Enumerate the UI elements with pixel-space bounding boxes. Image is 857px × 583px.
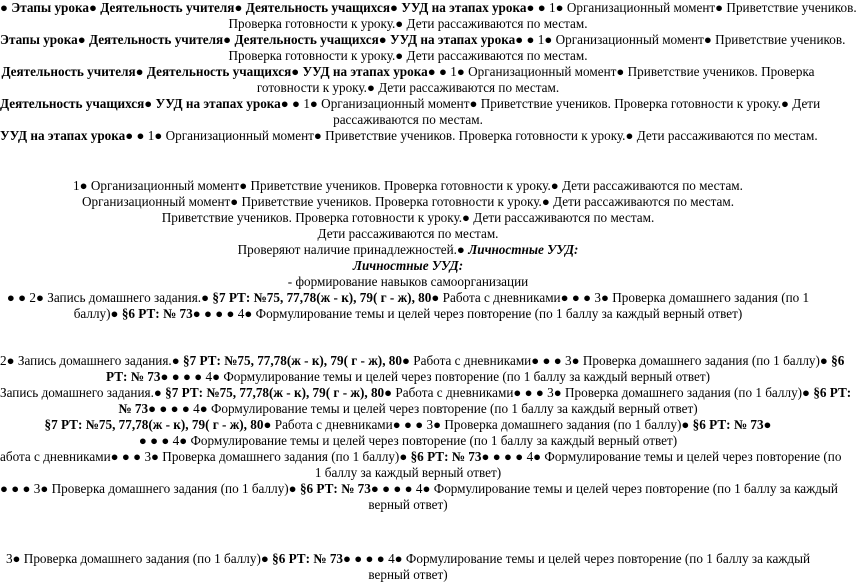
text-line: 2● Запись домашнего задания.● §7 РТ: №75, 77,78(ж - к), 79( г - ж), 80● Работа с дневниками● ● ● 3● Проверка домашнего задания (по 1 баллу)● §6 — [0, 353, 845, 368]
text-line: - формирование навыков самоорганизации — [287, 274, 529, 289]
slide-text-block-3 — [0, 353, 852, 513]
text-line: готовности к уроку.● Дети рассаживаются по местам. — [256, 80, 560, 95]
text-line: Проверка готовности к уроку.● Дети рассаживаются по местам. — [228, 48, 588, 63]
text-line: §7 РТ: №75, 77,78(ж - к), 79( г - ж), 80● Работа с дневниками● ● ● 3● Проверка домашнего задания (по 1 баллу)● §6 РТ: № 73● — [44, 417, 772, 432]
text-line: № 73● ● ● ● 4● Формулирование темы и целей через повторение (по 1 баллу за каждый верный ответ) — [118, 401, 698, 416]
text-line: Личностные УУД: — [352, 258, 464, 273]
text-line: Приветствие учеников. Проверка готовности к уроку.● Дети рассаживаются по местам. — [161, 210, 655, 225]
text-line: 1● Организационный момент● Приветствие учеников. Проверка готовности к уроку.● Дети рассаживаются по местам. — [73, 178, 743, 193]
slide-text-block-2 — [0, 178, 816, 322]
text-line: верный ответ) — [368, 497, 448, 512]
text-line: рассаживаются по местам. — [333, 112, 483, 127]
text-line: Деятельность учителя● Деятельность учащихся● УУД на этапах урока● ● 1● Организационный момент● Приветствие учеников. Проверка — [1, 64, 815, 79]
text-line: баллу)● §6 РТ: № 73● ● ● ● 4● Формулирование темы и целей через повторение (по 1 баллу за каждый верный ответ) — [73, 306, 743, 321]
text-line: Дети рассаживаются по местам. — [317, 226, 499, 241]
text-line: ● ● ● 4● Формулирование темы и целей через повторение (по 1 баллу за каждый верный ответ) — [138, 433, 678, 448]
text-line: Организационный момент● Приветствие учеников. Проверка готовности к уроку.● Дети рассаживаются по местам. — [81, 194, 735, 209]
text-line: Проверка готовности к уроку.● Дети рассаживаются по местам. — [228, 16, 588, 31]
text-line: Этапы урока● Деятельность учителя● Деятельность учащихся● УУД на этапах урока● ● 1● Организационный момент● Приветствие учеников. — [0, 32, 846, 47]
text-line: ● ● ● 3● Проверка домашнего задания (по 1 баллу)● §6 РТ: № 73● ● ● ● 4● Формулирование темы и целей через повторение (по 1 баллу за каждый — [0, 481, 838, 496]
text-line: 3● Проверка домашнего задания (по 1 баллу)● §6 РТ: № 73● ● ● ● 4● Формулирование темы и целей через повторение (по 1 баллу за каждый — [5, 551, 811, 566]
slide-text-block-1 — [0, 0, 857, 144]
text-line: Деятельность учащихся● УУД на этапах урока● ● 1● Организационный момент● Приветствие учеников. Проверка готовности к уроку.● Дети — [0, 96, 821, 111]
text-line: ● ● 2● Запись домашнего задания.● §7 РТ: №75, 77,78(ж - к), 79( г - ж), 80● Работа с дневниками● ● ● 3● Проверка домашнего задания (по 1 — [6, 290, 810, 305]
text-line: 1 баллу за каждый верный ответ) — [314, 465, 502, 480]
text-line: УУД на этапах урока● ● 1● Организационный момент● Приветствие учеников. Проверка готовности к уроку.● Дети рассаживаются по местам. — [0, 128, 818, 143]
text-line: абота с дневниками● ● ● 3● Проверка домашнего задания (по 1 баллу)● §6 РТ: № 73● ● ● ● 4● Формулирование темы и целей через повторение (по — [0, 449, 842, 464]
text-line: Проверяют наличие принадлежностей.● Личностные УУД: — [237, 242, 579, 257]
slide-text-block-4 — [0, 551, 816, 583]
text-line: РТ: № 73● ● ● ● 4● Формулирование темы и целей через повторение (по 1 баллу за каждый верный ответ) — [106, 369, 710, 384]
text-line: ● Этапы урока● Деятельность учителя● Деятельность учащихся● УУД на этапах урока● ● 1● Организационный момент● Приветствие учеников. — [0, 0, 857, 15]
text-line: Запись домашнего задания.● §7 РТ: №75, 77,78(ж - к), 79( г - ж), 80● Работа с дневниками● ● ● 3● Проверка домашнего задания (по 1 баллу)● §6 РТ: — [0, 385, 852, 400]
text-line: верный ответ) — [368, 567, 448, 582]
